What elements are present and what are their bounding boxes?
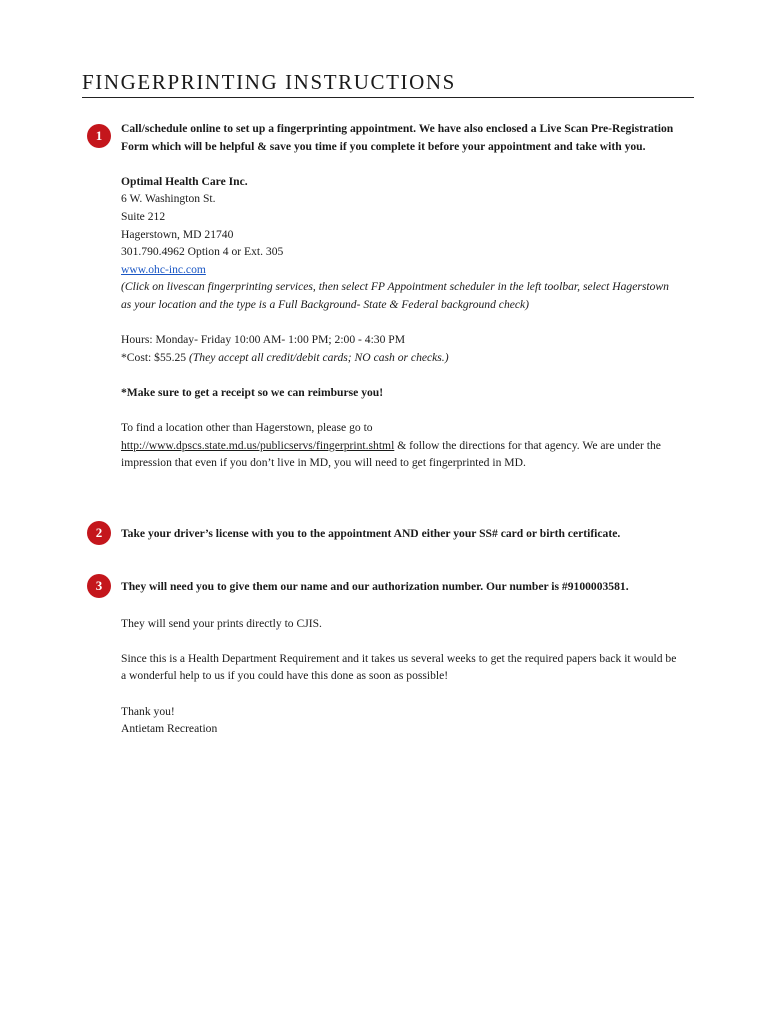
- office-hours: Hours: Monday- Friday 10:00 AM- 1:00 PM; 2:00 - 4:30 PM: [121, 333, 406, 347]
- step-1-badge: 1: [87, 124, 111, 148]
- cost-amount: *Cost: $55.25: [121, 350, 189, 364]
- page-title: FINGERPRINTING INSTRUCTIONS: [82, 70, 456, 94]
- step-1-section: [121, 120, 681, 472]
- phone-number: 301.790.4962 Option 4 or Ext. 305: [121, 245, 284, 259]
- step-3-badge: 3: [87, 574, 111, 598]
- address-line-2: Suite 212: [121, 209, 166, 223]
- cjis-note: They will send your prints directly to CJIS.: [121, 616, 322, 630]
- step-2-section: [121, 525, 681, 543]
- receipt-reminder: *Make sure to get a receipt so we can reimburse you!: [121, 385, 384, 399]
- company-name: Optimal Health Care Inc.: [121, 174, 248, 188]
- other-location-intro: To find a location other than Hagerstown, please go to: [121, 421, 373, 435]
- address-city: Hagerstown, MD 21740: [121, 227, 234, 241]
- step-1-instruction: Call/schedule online to set up a fingerprinting appointment. We have also enclosed a Live Scan Pre-Registration Form which will be helpful & save you time if you complete it before your appointment and take with you.: [121, 122, 674, 153]
- requirement-note: Since this is a Health Department Requirement and it takes us several weeks to get the required papers back it would be a wonderful help to us if you could have this done as soon as possible!: [121, 651, 677, 683]
- dpscs-link[interactable]: http://www.dpscs.state.md.us/publicservs/fingerprint.shtml: [121, 438, 395, 452]
- signature: Antietam Recreation: [121, 722, 218, 736]
- title-divider: [82, 97, 694, 98]
- other-location-text: [121, 437, 681, 472]
- step-2-instruction: Take your driver’s license with you to the appointment AND either your SS# card or birth certificate.: [121, 527, 621, 540]
- step-3-section: [121, 578, 681, 738]
- scheduling-note: (Click on livescan fingerprinting services, then select FP Appointment scheduler in the left toolbar, select Hagerstown as your location and the type is a Full Background- State & Federal background check): [121, 280, 669, 311]
- thank-you: Thank you!: [121, 704, 175, 718]
- cost-line: [121, 349, 681, 367]
- step-3-instruction: They will need you to give them our name and our authorization number. Our number is #9100003581.: [121, 580, 629, 593]
- cost-payment-note: (They accept all credit/debit cards; NO cash or checks.): [188, 350, 449, 364]
- step-2-badge: 2: [87, 521, 111, 545]
- address-line-1: 6 W. Washington St.: [121, 192, 216, 206]
- website-link[interactable]: www.ohc-inc.com: [121, 262, 206, 276]
- other-location-directions: & follow the directions for that agency. We are under the impression that even if you don’t live in MD, you will need to get fingerprinted in MD.: [121, 438, 661, 470]
